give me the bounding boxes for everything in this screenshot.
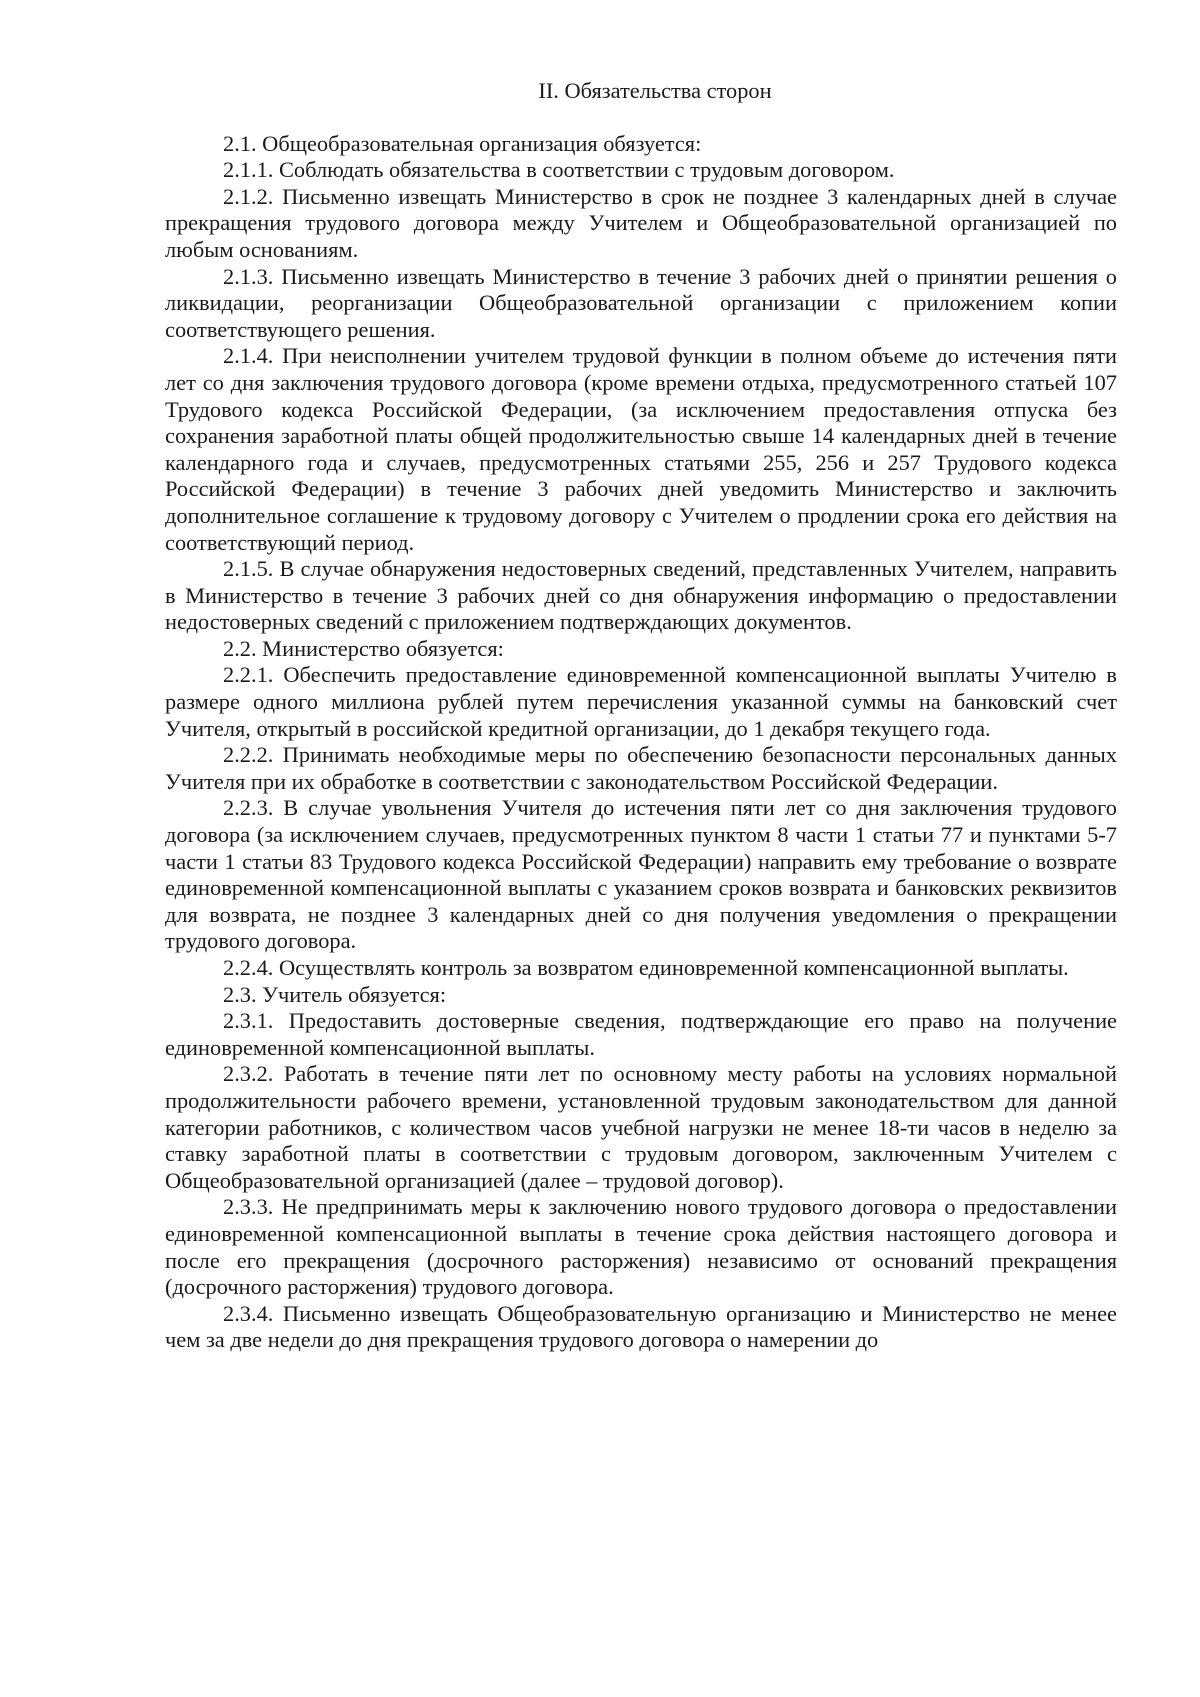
paragraph-2-1: 2.1. Общеобразовательная организация обязуется: — [223, 130, 702, 156]
paragraph-2-1-2: 2.1.2. Письменно извещать Министерство в срок не позднее 3 календарных дней в случае прекращения трудового договора между Учителем и Общеобразовательной организацией по любым основаниям. — [165, 183, 1117, 262]
paragraph-2-3: 2.3. Учитель обязуется: — [223, 981, 447, 1007]
paragraph-2-2-2: 2.2.2. Принимать необходимые меры по обеспечению безопасности персональных данных Учителя при их обработке в соответствии с законодательством Российской Федерации. — [165, 742, 1117, 794]
paragraph-2-2-4: 2.2.4. Осуществлять контроль за возвратом единовременной компенсационной выплаты. — [223, 955, 1069, 980]
paragraph-2-3-2: 2.3.2. Работать в течение пяти лет по основному месту работы на условиях нормальной продолжительности рабочего времени, установленной трудовым законодательством для данной категории работников, с количеством часов учебной нагрузки не менее 18-ти часов в неделю за ставку заработной платы в соответствии с трудовым договором, заключенным Учителем с Общеобразовательной организацией (далее – трудовой договор). — [165, 1061, 1117, 1193]
section-title: II. Обязательства сторон — [538, 78, 772, 103]
paragraph-2-1-4: 2.1.4. При неисполнении учителем трудовой функции в полном объеме до истечения пяти лет со дня заключения трудового договора (кроме времени отдыха, предусмотренного статьей 107 Трудового кодекса Российской Федерации, (за исключением предоставления отпуска без сохранения заработной платы общей продолжительностью свыше 14 календарных дней в течение календарного года и случаев, предусмотренных статьями 255, 256 и 257 Трудового кодекса Российской Федерации) в течение 3 рабочих дней уведомить Министерство и заключить дополнительное соглашение к трудовому договору с Учителем о продлении срока его действия на соответствующий период. — [165, 343, 1117, 555]
paragraph-2-2-3: 2.2.3. В случае увольнения Учителя до истечения пяти лет со дня заключения трудового договора (за исключением случаев, предусмотренных пунктом 8 части 1 статьи 77 и пунктами 5-7 части 1 статьи 83 Трудового кодекса Российской Федерации) направить ему требование о возврате единовременной компенсационной выплаты с указанием сроков возврата и банковских реквизитов для возврата, не позднее 3 календарных дней со дня получения уведомления о прекращении трудового договора. — [165, 795, 1117, 954]
paragraph-2-1-3: 2.1.3. Письменно извещать Министерство в течение 3 рабочих дней о принятии решения о ликвидации, реорганизации Общеобразовательной организации с приложением копии соответствующего решения. — [165, 263, 1117, 342]
paragraph-2-1-1: 2.1.1. Соблюдать обязательства в соответствии с трудовым договором. — [223, 157, 895, 183]
paragraph-2-3-3: 2.3.3. Не предпринимать меры к заключению нового трудового договора о предоставлении единовременной компенсационной выплаты в течение срока действия настоящего договора и после его прекращения (досрочного расторжения) независимо от оснований прекращения (досрочного расторжения) трудового договора. — [165, 1194, 1117, 1300]
paragraph-2-2-1: 2.2.1. Обеспечить предоставление единовременной компенсационной выплаты Учителю в размере одного миллиона рублей путем перечисления указанной суммы на банковский счет Учителя, открытый в российской кредитной организации, до 1 декабря текущего года. — [165, 662, 1117, 741]
paragraph-2-2: 2.2. Министерство обязуется: — [223, 635, 504, 661]
paragraph-2-3-4: 2.3.4. Письменно извещать Общеобразовательную организацию и Министерство не менее чем за две недели до дня прекращения трудового договора о намерении до — [165, 1300, 1117, 1353]
document-page — [165, 78, 1117, 1354]
paragraph-2-3-1: 2.3.1. Предоставить достоверные сведения, подтверждающие его право на получение единовременной компенсационной выплаты. — [165, 1008, 1117, 1060]
paragraph-2-1-5: 2.1.5. В случае обнаружения недостоверных сведений, представленных Учителем, направить в Министерство в течение 3 рабочих дней со дня обнаружения информацию о предоставлении недостоверных сведений с приложением подтверждающих документов. — [165, 556, 1117, 635]
